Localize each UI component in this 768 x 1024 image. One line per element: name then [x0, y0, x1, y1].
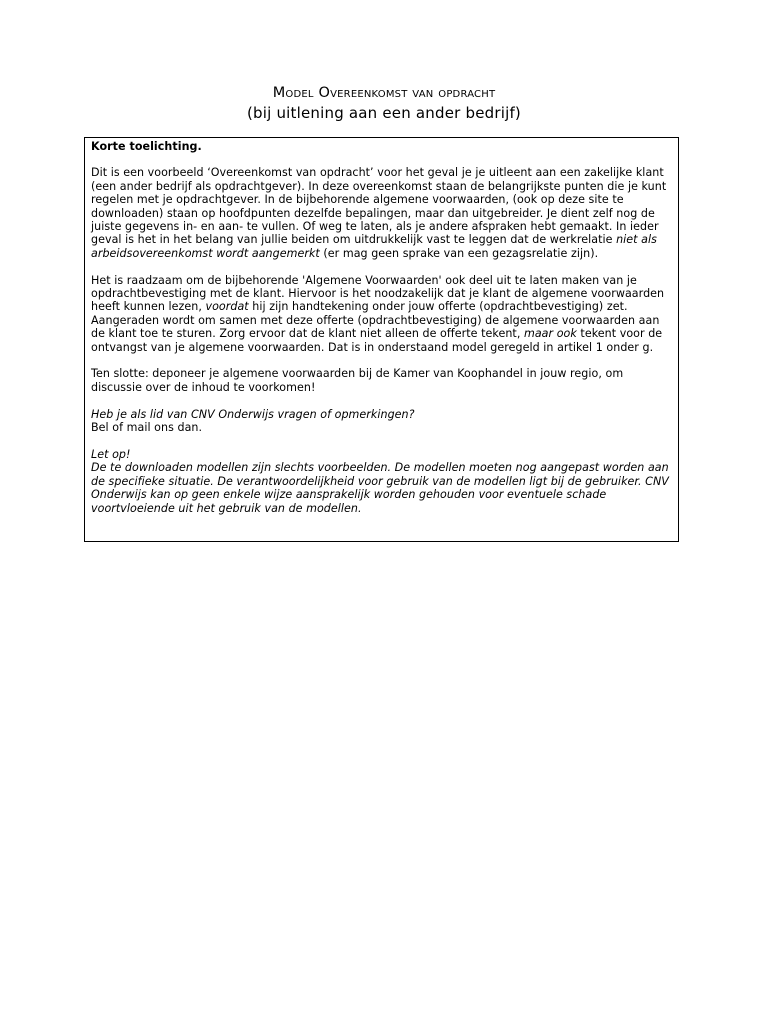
intro-emphasis: niet als arbeidsovereenkomst wordt aangemerkt [91, 233, 657, 260]
terms-emphasis-also: maar ook [523, 327, 577, 341]
disclaimer-paragraph [91, 448, 672, 515]
document-subtitle: (bij uitlening aan een ander bedrijf) [247, 104, 521, 122]
terms-emphasis-before: voordat [205, 300, 249, 314]
explanation-heading: Korte toelichting. [91, 140, 202, 153]
contact-question: Heb je als lid van CNV Onderwijs vragen of opmerkingen? [91, 407, 415, 421]
terms-text: Het is raadzaam om de bijbehorende 'Algemene Voorwaarden' ook deel uit te laten maken van je opdrachtbevestiging met de klant. Hiervoor is het noodzakelijk dat je klant de algemene voorwaarden heeft kunnen lezen, [91, 273, 665, 314]
disclaimer-heading: Let op! [91, 447, 131, 461]
terms-paragraph [91, 274, 672, 354]
intro-paragraph [91, 166, 672, 260]
disclaimer-text: De te downloaden modellen zijn slechts voorbeelden. De modellen moeten nog aangepast worden aan de specifieke situatie. De verantwoordelijkheid voor gebruik van de modellen ligt bij de gebruiker. CNV Onderwijs kan op geen enkele wijze aansprakelijk worden gehouden voor eventuele schade voortvloeiende uit het gebruik van de modellen. [91, 461, 669, 515]
contact-call-to-action: Bel of mail ons dan. [91, 421, 203, 435]
terms-text-middle: hij zijn handtekening onder jouw offerte (opdrachtbevestiging) zet. Aangeraden wordt om samen met deze offerte (opdrachtbevestiging) de algemene voorwaarden aan de klant toe te sturen. Zorg ervoor dat de klant niet alleen de offerte tekent, [91, 300, 660, 341]
document-title: Model Overeenkomst van opdracht [272, 85, 496, 101]
deposit-paragraph: Ten slotte: deponeer je algemene voorwaarden bij de Kamer van Koophandel in jouw regio, om discussie over de inhoud te voorkomen! [91, 367, 624, 394]
contact-paragraph [91, 408, 672, 435]
intro-text-end: (er mag geen sprake van een gezagsrelatie zijn). [319, 246, 599, 260]
terms-text-end: tekent voor de ontvangst van je algemene voorwaarden. Dat is in onderstaand model geregeld in artikel 1 onder g. [91, 327, 663, 354]
intro-text: Dit is een voorbeeld ‘Overeenkomst van opdracht’ voor het geval je je uitleent aan een zakelijke klant (een ander bedrijf als opdrachtgever). In deze overeenkomst staan de belangrijkste punten die je kunt regelen met je opdrachtgever. In de bijbehorende algemene voorwaarden, (ook op deze site te downloaden) staan op hoofdpunten dezelfde bepalingen, maar dan uitgebreider. Je dient zelf nog de juiste gegevens in- en aan- te vullen. Of weg te laten, als je andere afspraken hebt gemaakt. In ieder geval is het in het belang van jullie beiden om uitdrukkelijk vast te leggen dat de werkrelatie [91, 166, 667, 247]
explanation-box [84, 137, 679, 542]
